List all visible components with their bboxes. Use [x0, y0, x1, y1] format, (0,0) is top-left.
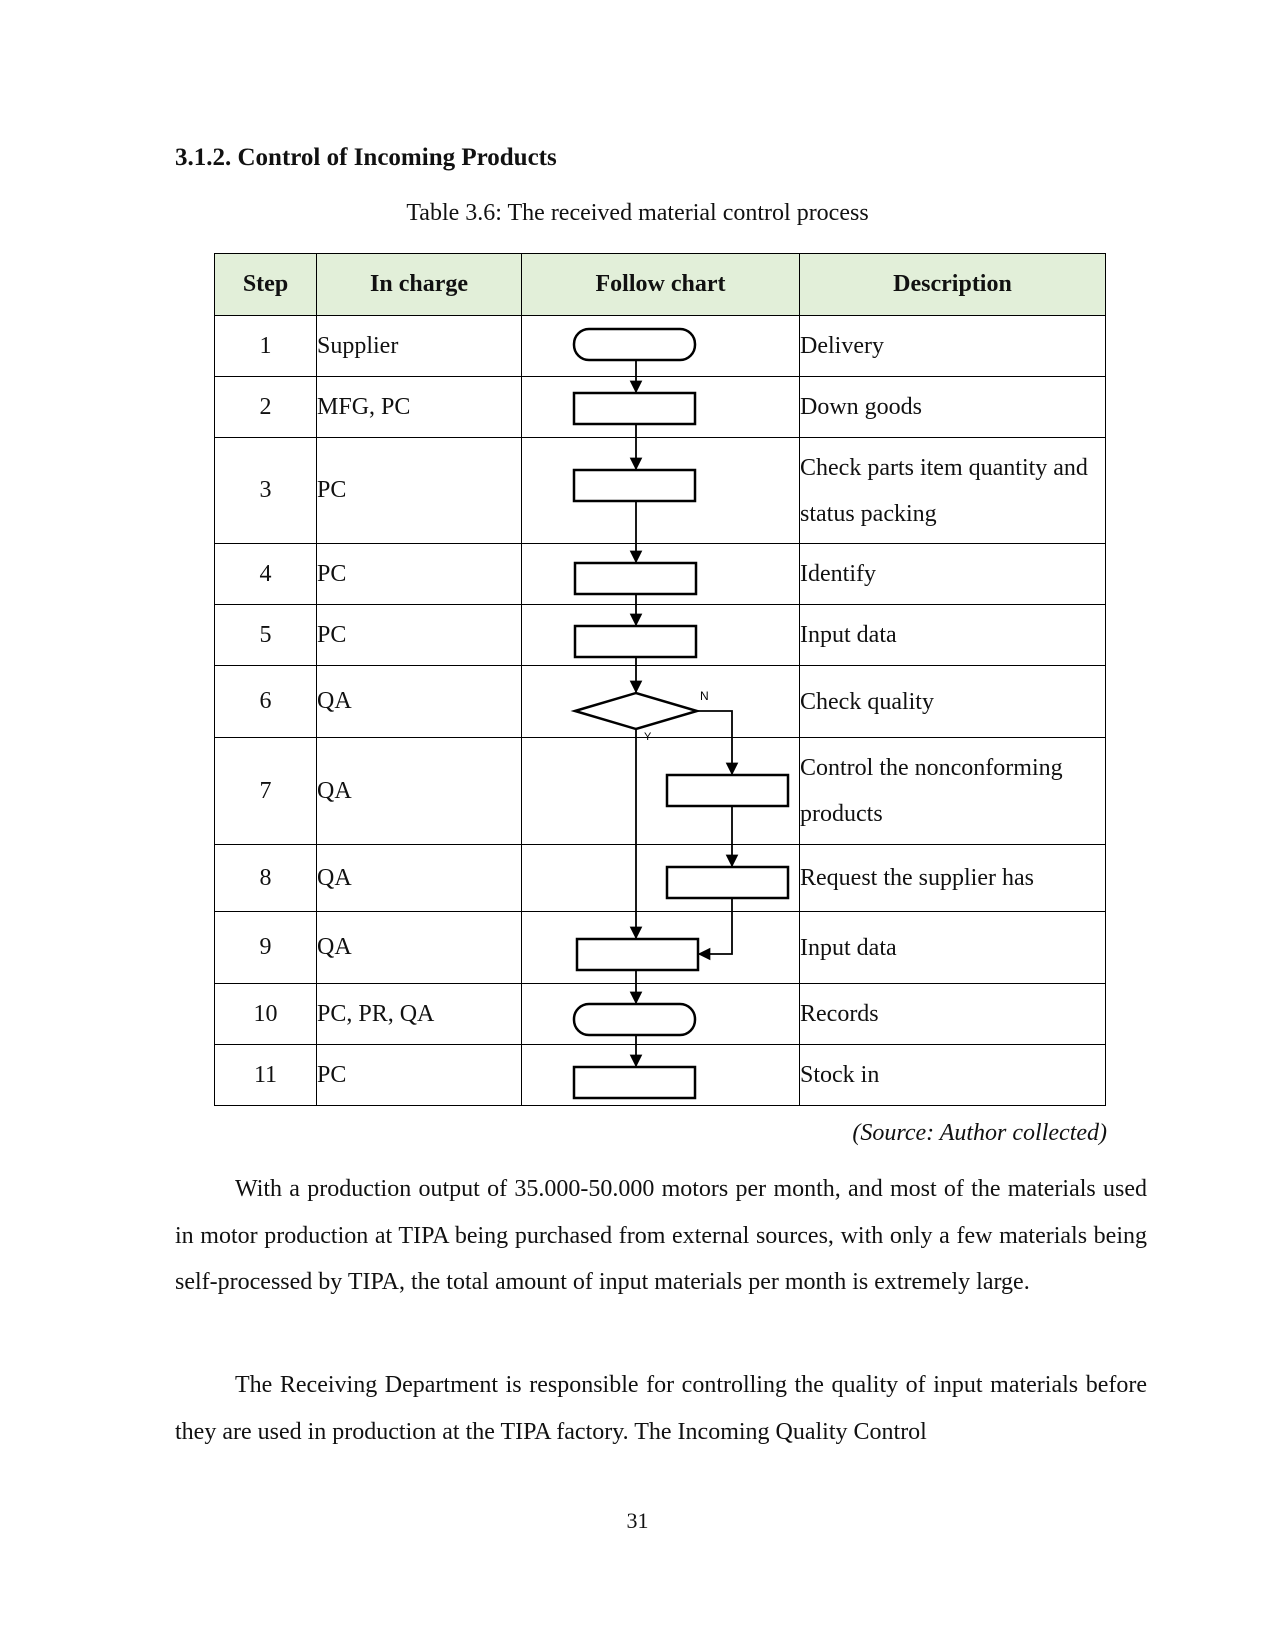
step-cell: 3 — [215, 438, 317, 544]
in-charge-cell: PC — [317, 544, 522, 605]
decision-no-label: N — [700, 689, 709, 703]
step-cell: 6 — [215, 666, 317, 738]
in-charge-cell: PC — [317, 605, 522, 666]
header-step: Step — [215, 254, 317, 316]
process-box-step-5 — [575, 626, 696, 657]
step-cell: 4 — [215, 544, 317, 605]
step-cell: 11 — [215, 1045, 317, 1106]
process-box-step-11 — [574, 1067, 695, 1098]
step-cell: 10 — [215, 984, 317, 1045]
description-cell: Identify — [800, 544, 1106, 605]
step-cell: 8 — [215, 845, 317, 912]
description-cell: Control the nonconforming products — [800, 738, 1106, 845]
paragraph: The Receiving Department is responsible for controlling the quality of input materials before they are used in production at the TIPA factory. The Incoming Quality Control — [175, 1372, 1147, 1445]
in-charge-cell: MFG, PC — [317, 377, 522, 438]
process-box-step-8 — [667, 867, 788, 898]
section-heading: 3.1.2. Control of Incoming Products — [175, 144, 557, 171]
step-cell: 2 — [215, 377, 317, 438]
body-text — [175, 1362, 1147, 1455]
decision-diamond-step-6 — [575, 693, 697, 729]
decision-yes-label: Y — [644, 731, 652, 743]
body-text — [175, 1166, 1147, 1306]
description-cell: Down goods — [800, 377, 1106, 438]
description-cell: Check parts item quantity and status packing — [800, 438, 1106, 544]
description-cell: Stock in — [800, 1045, 1106, 1106]
in-charge-cell: QA — [317, 738, 522, 845]
in-charge-cell: PC, PR, QA — [317, 984, 522, 1045]
process-box-step-4 — [575, 563, 696, 594]
in-charge-cell: PC — [317, 1045, 522, 1106]
process-box-step-9 — [577, 939, 698, 970]
description-cell: Check quality — [800, 666, 1106, 738]
in-charge-cell: QA — [317, 666, 522, 738]
step-cell: 7 — [215, 738, 317, 845]
flow-arrow-no — [697, 711, 732, 774]
header-flow-chart: Follow chart — [522, 254, 800, 316]
process-box-step-7 — [667, 775, 788, 806]
flow-arrow — [699, 898, 732, 954]
description-cell: Input data — [800, 912, 1106, 984]
in-charge-cell: QA — [317, 845, 522, 912]
in-charge-cell: PC — [317, 438, 522, 544]
process-box-step-2 — [574, 393, 695, 424]
description-cell: Request the supplier has — [800, 845, 1106, 912]
table-caption: Table 3.6: The received material control process — [406, 200, 869, 226]
description-cell: Delivery — [800, 316, 1106, 377]
paragraph: With a production output of 35.000-50.000 motors per month, and most of the materials used in motor production at TIPA being purchased from external sources, with only a few materials being self-processed by TIPA, the total amount of input materials per month is extremely large. — [175, 1176, 1147, 1295]
step-cell: 5 — [215, 605, 317, 666]
in-charge-cell: QA — [317, 912, 522, 984]
step-cell: 9 — [215, 912, 317, 984]
header-description: Description — [800, 254, 1106, 316]
header-in-charge: In charge — [317, 254, 522, 316]
process-box-step-3 — [574, 470, 695, 501]
description-cell: Records — [800, 984, 1106, 1045]
terminal-shape-step-1 — [574, 329, 695, 360]
description-cell: Input data — [800, 605, 1106, 666]
in-charge-cell: Supplier — [317, 316, 522, 377]
terminal-shape-step-10 — [574, 1004, 695, 1035]
table-source: (Source: Author collected) — [852, 1120, 1107, 1146]
step-cell: 1 — [215, 316, 317, 377]
page-number: 31 — [626, 1508, 649, 1533]
